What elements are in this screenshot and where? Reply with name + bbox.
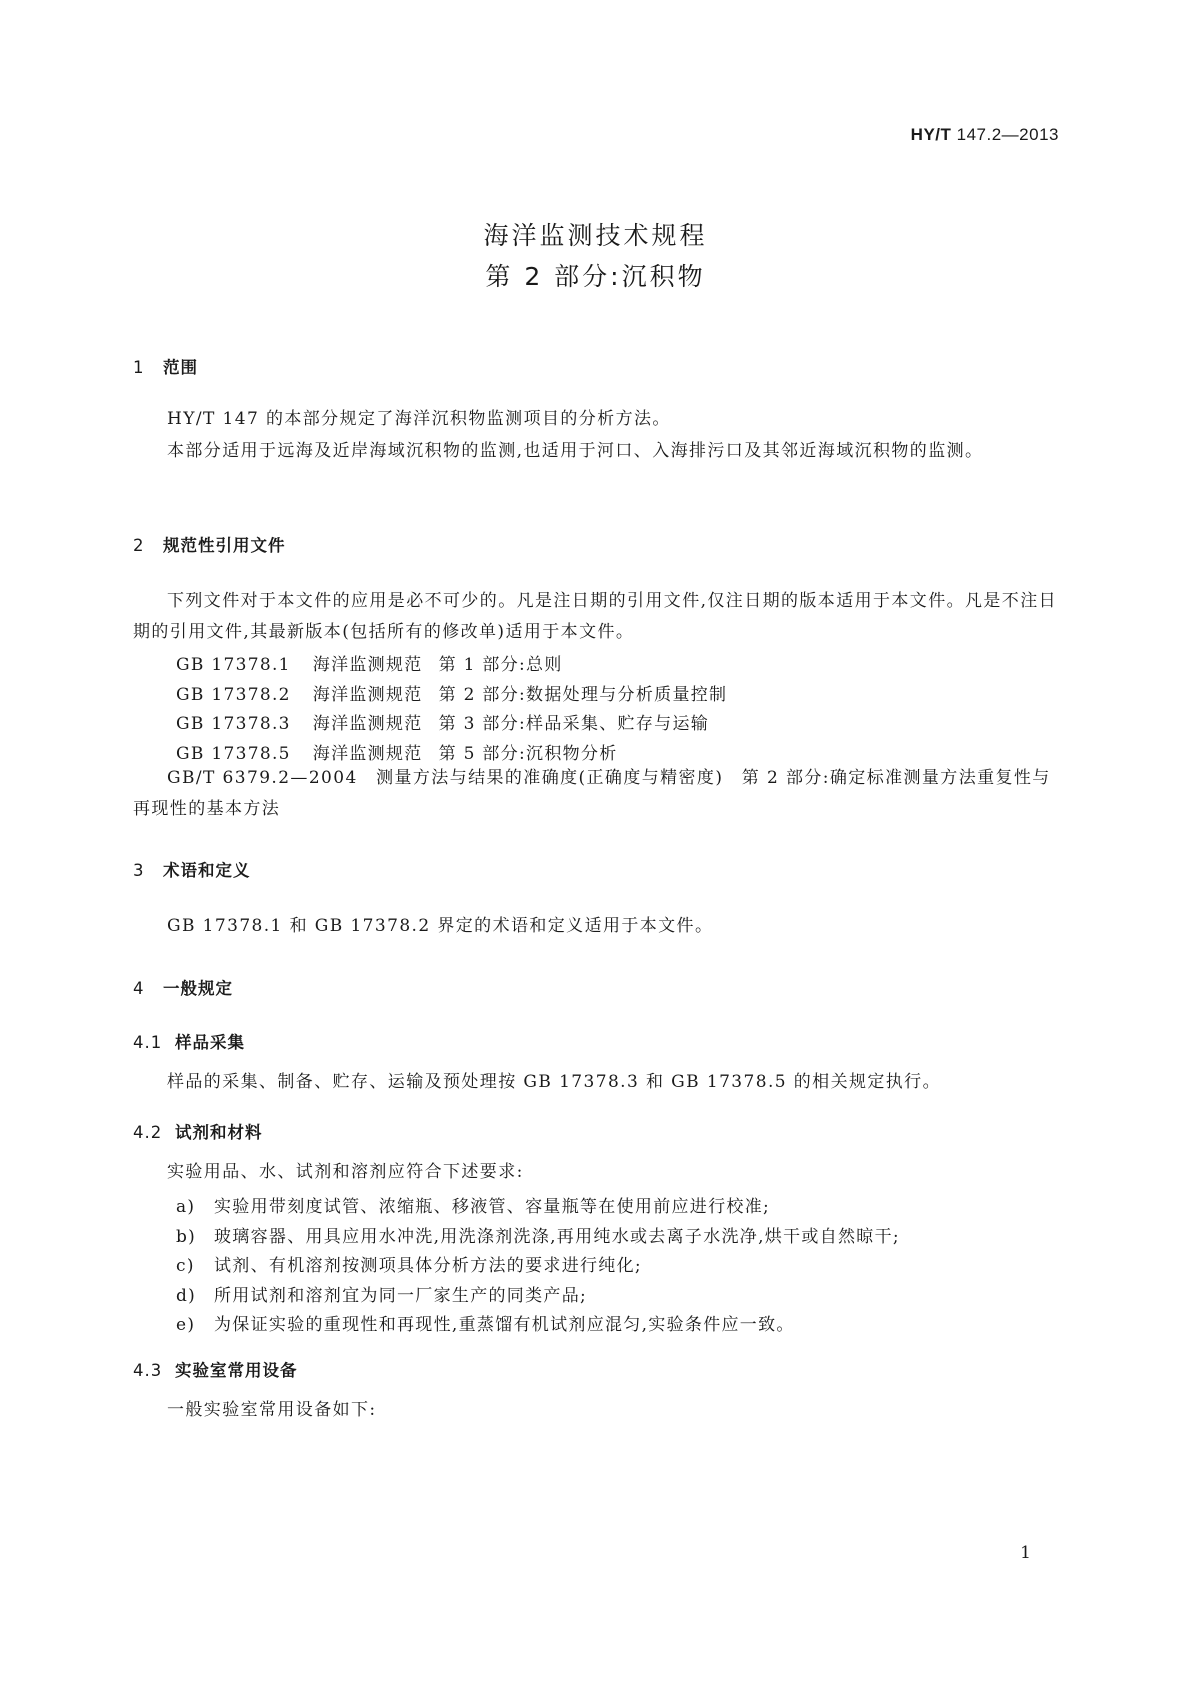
section-title: 范围	[163, 358, 198, 377]
list-marker: d)	[176, 1286, 197, 1306]
page-number: 1	[1020, 1543, 1031, 1563]
normative-references-intro: 下列文件对于本文件的应用是必不可少的。凡是注日期的引用文件,仅注日期的版本适用于本文件。凡是不注日期的引用文件,其最新版本(包括所有的修改单)适用于本文件。	[133, 591, 1058, 642]
list-text: 所用试剂和溶剂宜为同一厂家生产的同类产品;	[214, 1286, 588, 1306]
section-title: 一般规定	[163, 979, 233, 998]
list-text: 玻璃容器、用具应用水冲洗,用洗涤剂洗涤,再用纯水或去离子水洗净,烘干或自然晾干;	[214, 1227, 900, 1247]
section-3-heading	[133, 857, 251, 881]
reagents-intro: 实验用品、水、试剂和溶剂应符合下述要求:	[167, 1162, 524, 1182]
reference-gbt-6379: GB/T 6379.2—2004 测量方法与结果的准确度(正确度与精密度) 第 2 部分:确定标准测量方法重复性与再现性的基本方法	[133, 768, 1051, 819]
list-item	[176, 1192, 770, 1217]
reference-name: 海洋监测规范	[312, 714, 423, 734]
list-item	[176, 1310, 795, 1335]
section-title: 试剂和材料	[175, 1123, 263, 1142]
sampling-paragraph: 样品的采集、制备、贮存、运输及预处理按 GB 17378.3 和 GB 17378.5 的相关规定执行。	[167, 1072, 941, 1092]
scope-paragraph-1: HY/T 147 的本部分规定了海洋沉积物监测项目的分析方法。	[167, 409, 671, 429]
reference-name: 海洋监测规范	[312, 685, 423, 705]
list-marker: a)	[176, 1197, 196, 1217]
reference-part: 第 3 部分:样品采集、贮存与运输	[438, 714, 710, 734]
reference-name: 海洋监测规范	[312, 744, 423, 764]
document-title: 海洋监测技术规程	[483, 221, 708, 250]
reference-part: 第 2 部分:数据处理与分析质量控制	[438, 685, 728, 705]
reference-code: GB 17378.1	[176, 655, 291, 675]
terms-paragraph: GB 17378.1 和 GB 17378.2 界定的术语和定义适用于本文件。	[167, 916, 714, 936]
document-code	[911, 125, 1059, 145]
list-item	[176, 1281, 587, 1306]
list-marker: b)	[176, 1227, 197, 1247]
list-item	[176, 1222, 900, 1247]
section-number: 4	[133, 979, 145, 998]
list-marker: c)	[176, 1256, 195, 1276]
reference-code: GB 17378.5	[176, 744, 291, 764]
section-number: 2	[133, 536, 145, 555]
reference-part: 第 5 部分:沉积物分析	[438, 744, 618, 764]
reference-line	[176, 680, 727, 705]
section-title: 规范性引用文件	[163, 536, 286, 555]
list-text: 为保证实验的重现性和再现性,重蒸馏有机试剂应混匀,实验条件应一致。	[214, 1315, 795, 1335]
reference-code: GB 17378.3	[176, 714, 291, 734]
section-title: 术语和定义	[163, 861, 251, 880]
list-marker: e)	[176, 1315, 196, 1335]
section-4-1-heading	[133, 1029, 245, 1053]
section-number: 1	[133, 358, 145, 377]
section-4-heading	[133, 975, 233, 999]
section-4-3-heading	[133, 1357, 298, 1381]
list-text: 试剂、有机溶剂按测项具体分析方法的要求进行纯化;	[214, 1256, 642, 1276]
reference-line	[176, 650, 563, 675]
list-text: 实验用带刻度试管、浓缩瓶、移液管、容量瓶等在使用前应进行校准;	[214, 1197, 771, 1217]
section-title: 样品采集	[175, 1033, 245, 1052]
equipment-intro: 一般实验室常用设备如下:	[167, 1400, 377, 1420]
section-4-2-heading	[133, 1119, 263, 1143]
reference-line	[176, 739, 618, 764]
section-number: 3	[133, 861, 145, 880]
list-item	[176, 1251, 642, 1276]
document-code-prefix: HY/T	[910, 125, 952, 144]
reference-name: 海洋监测规范	[312, 655, 423, 675]
scope-paragraph-2: 本部分适用于远海及近岸海域沉积物的监测,也适用于河口、入海排污口及其邻近海域沉积物的监测。	[167, 441, 984, 461]
reference-line	[176, 709, 709, 734]
section-number: 4.3	[133, 1361, 163, 1380]
section-number: 4.2	[133, 1123, 163, 1142]
section-title: 实验室常用设备	[175, 1361, 298, 1380]
section-2-heading	[133, 532, 286, 556]
section-1-heading	[133, 354, 198, 378]
document-subtitle: 第 2 部分:沉积物	[485, 262, 706, 291]
document-code-number: 147.2—2013	[951, 125, 1059, 144]
reference-code: GB 17378.2	[176, 685, 291, 705]
reference-part: 第 1 部分:总则	[438, 655, 563, 675]
section-number: 4.1	[133, 1033, 163, 1052]
